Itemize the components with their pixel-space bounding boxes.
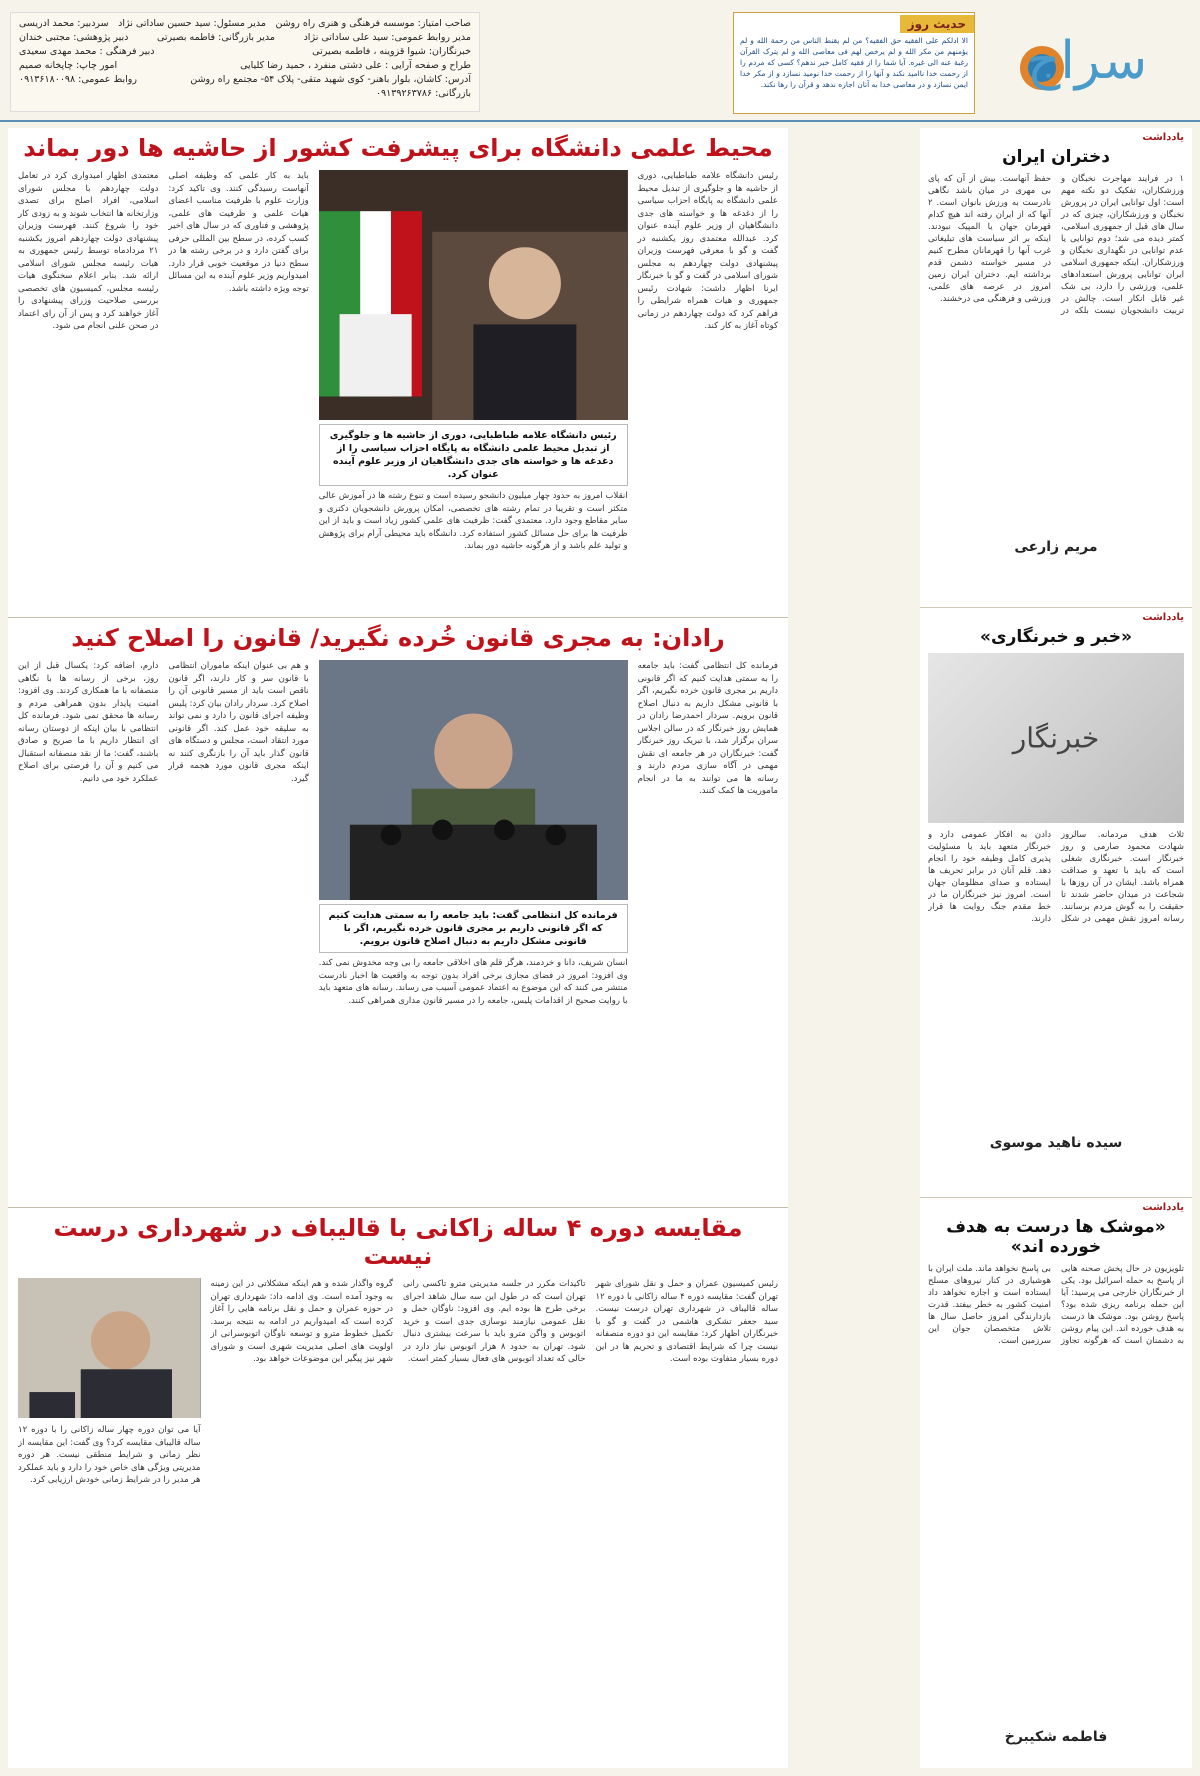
photo-caption: فرمانده کل انتظامی گفت: باید جامعه را به سمتی هدایت کنیم که اگر قانونی داریم بر مجری قانون خرده نگیریم، اگر با قانونی مشکل داریم به دنبال اصلاح قانون برویم.	[319, 904, 628, 953]
note-title: دختران ایران	[1002, 147, 1110, 167]
hadith-title: حدیث روز	[900, 15, 974, 33]
credits-row	[19, 31, 471, 45]
article-columns	[8, 1274, 788, 1776]
logo-graphic	[982, 8, 1182, 112]
sidebar	[920, 128, 1192, 1768]
university-photo	[319, 170, 628, 420]
article-col: تاکیدات مکرر در جلسه مدیریتی مترو تاکسی رانی تهران است که در طول این سه سال شاهد اجرای برخی طرح ها بوده ایم. وی افزود: ناوگان حمل و نقل عمومی نیازمند نوسازی جدی است و خرید اتوبوس و واگن مترو باید با سرعت بیشتری دنبال شود. تهران به حدود ۸ هزار اتوبوس نیاز دارد در حالی که تعداد اتوبوس های فعال بسیار کمتر است.	[403, 1279, 586, 1364]
note-body: ثلاث هدف مردمانه. سالروز شهادت محمود صارمی و روز خبرنگار است. خبرنگاری شغلی است که باید با تعهد و صداقت همراه باشد. ایشان در آن روزها با شجاعت در میدان حاضر شدند تا حقیقت را به گوش مردم برسانند. رسانه امروز نقش مهمی در شکل دادن به افکار عمومی دارد و خبرنگار متعهد باید با مسئولیت پذیری کامل وظیفه خود را انجام دهد. قلم آنان در برابر تحریف ها ایستاده و صدای مظلومان جهان است. امروز نیز خبرنگاران ما در خط مقدم جنگ روایت ها قرار دارند.	[928, 830, 1184, 924]
portrait-illustration	[18, 1278, 201, 1418]
credit-item: امور چاپ: چاپخانه صمیم	[19, 60, 118, 71]
credit-item: مدیر بازرگانی: فاطمه بصیرتی	[156, 32, 275, 43]
credit-item: خبرنگاران: شیوا قزوینه ، فاطمه بصیرتی	[312, 46, 471, 57]
credits-row	[19, 73, 471, 87]
credit-item: سردبیر: محمد ادریسی	[19, 18, 109, 29]
newspaper-logo	[982, 8, 1182, 112]
note-body: ۱ در فرایند مهاجرت نخبگان و ورزشکاران، تفکیک دو نکته مهم است: اول توانایی ایران در پرورش نخبگان و ورزشکاران، چیزی که در سال های قبل از جمهوری اسلامی، کمتر دیده می شد؛ دوم توانایی یا عدم توانایی در نگهداری نخبگان و ورزشکاران. اینکه جمهوری اسلامی ایران توانایی پرورش استعدادهای علمی، ورزشی را دارد، بی شک غیر قابل انکار است. چالش در تربیت دانشجویان نیست بلکه در حفظ آنهاست. بیش از آن که پای بی مهری در میان باشد نگاهی نادرست به ورزش بانوان است. ۲ آنها که از ایران رفته اند هیچ کدام قهرمان جهان یا المپیک نبودند. اینکه بر اثر سیاست های تبلیغاتی غرب آنها را قهرمانان مطرح کنیم در مسیر خواسته دشمن قدم برداشته ایم. دختران ایران زمین امروز در عرصه های علمی، ورزشی و فرهنگی می درخشند.	[928, 174, 1184, 316]
credits-row	[19, 17, 471, 31]
photo-caption: رئیس دانشگاه علامه طباطبایی، دوری از حاشیه ها و جلوگیری از تبدیل محیط علمی دانشگاه به پایگاه احزاب سیاسی را از دغدغه ها و خواسته های جدی دانشگاهیان از وزیر علوم آینده عنوان کرد.	[319, 424, 628, 486]
photo-block	[319, 170, 628, 610]
article-columns	[8, 656, 788, 1204]
article-col: فرمانده کل انتظامی گفت: باید جامعه را به سمتی هدایت کنیم که اگر قانونی داریم بر مجری قانون خرده نگیریم، اگر با قانونی مشکل داریم به دنبال اصلاح قانون برویم. سردار احمدرضا رادان در همایش روز خبرنگار که در سالن اجلاس سران برگزار شد، با تبریک روز خبرنگار گفت: خبرنگاران در هر جامعه ای نقش مهمی در آگاه سازی مردم دارند و رسانه ها می توانند به ما در انجام ماموریت ها کمک کنند.	[637, 661, 778, 796]
article-col: آیا می توان دوره چهار ساله زاکانی را با دوره ۱۲ ساله قالیباف مقایسه کرد؟ وی گفت: این مقایسه از نظر زمانی و شرایط منطقی نیست. هر دوره مدیریتی ویژگی های خاص خود را دارد و باید عملکرد هر مدیر را در شرایط زمانی خودش ارزیابی کرد.	[18, 1425, 201, 1485]
credit-item: آدرس: کاشان، بلوار باهنر- کوی شهید متقی- پلاک ۵۴- مجتمع راه روشن	[190, 74, 471, 85]
article-col: و هم بی عنوان اینکه ماموران انتظامی با قانون سر و کار دارند، اگر قانون ناقص است باید از مسیر قانونی آن را اصلاح کرد. سردار رادان بیان کرد: پلیس وظیفه اجرای قانون را دارد و نمی تواند به سلیقه خود عمل کند. اگر قانونی مورد انتقاد است، مجلس و دستگاه های قانون گذار باید آن را بازنگری کنند نه اینکه مجری قانون مورد هجمه قرار گیرد.	[168, 661, 309, 784]
credits-box	[10, 12, 480, 112]
radan-photo	[319, 660, 628, 900]
credit-item: مدیر روابط عمومی: سید علی ساداتی نژاد	[303, 32, 471, 43]
credits-row	[19, 87, 471, 101]
article-col: معتمدی اظهار امیدواری کرد در تعامل دولت چهاردهم با مجلس شورای اسلامی، افراد اصلح برای تصدی وزارتخانه ها انتخاب شوند و به زودی کار خود را شروع کنند. فهرست وزیران پیشنهادی دولت چهاردهم امروز یکشنبه ۲۱ مردادماه توسط رئیس جمهوری به هیات رئیسه مجلس شورای اسلامی ارائه شد. بنابر اعلام سخنگوی هیات رئیسه مجلس، کمیسیون های تخصصی بررسی صلاحیت وزرای پیشنهادی را آغاز خواهند کرد و پس از آن رای اعتماد در صحن علنی انجام می شود.	[17, 171, 159, 331]
sidebar-note-3	[920, 1198, 1192, 1768]
hadith-text: الا ادلکم علی الفقیه حق الفقیه؟ من لم یقنط الناس من رحمة الله و لم یؤمنهم من مکر الله و لم یرخص لهم فی معاصی الله و لم یترک القرآن رغبة عنه الی غیره. آیا شما را از فقیه کامل خبر ندهم؟ کسی که مردم را از رحمت خدا ناامید نکند و آنها را از رحمت خدا نومید نسازد و از مکر خدا ایمن نسازد و در معاصی خدا به آنان اجازه ندهد و قرآن را رها نکند.	[740, 36, 968, 89]
masthead	[0, 0, 1200, 122]
credit-item: دبیر فرهنگی : محمد مهدی سعیدی	[19, 46, 155, 57]
hadith-box	[733, 12, 975, 114]
photo-block	[319, 660, 628, 1200]
article-radan	[8, 618, 788, 1208]
logo-text: سراج	[1026, 31, 1148, 91]
article-col: باید به کار علمی که وظیفه اصلی آنهاست رسیدگی کنند. وی تاکید کرد: وزارت علوم با ظرفیت مناسب اعضای هیات علمی و ظرفیت های علمی، پژوهشی و فناوری که در سال های اخیر کسب کرده، در سطح بین المللی حرفی برای گفتن دارد و در برخی رشته ها در سطح دنیا در موقعیت خوبی قرار دارد. امیدواریم وزیر علوم آینده به این مسائل توجه ویژه داشته باشد.	[168, 171, 309, 294]
article-headline: مقایسه دوره ۴ ساله زاکانی با قالیباف در شهرداری درست نیست	[53, 1214, 743, 1270]
note-tag: یادداشت	[1142, 612, 1184, 623]
journalism-image	[928, 653, 1184, 823]
photo-block	[18, 1278, 201, 1776]
note-author: فاطمه شکیبرخ	[1004, 1729, 1108, 1745]
article-col: گروه واگذار شده و هم اینکه مشکلاتی در این زمینه به وجود آمده است. وی ادامه داد: شهرداری تهران در حوزه عمران و حمل و نقل برنامه هایی را آغاز کرده است که امیدواریم در ادامه به نتیجه برسد. تکمیل خطوط مترو و توسعه ناوگان اتوبوسرانی از اولویت های اصلی مدیریت شهری است و شورای شهر نیز پیگیر این موضوعات خواهد بود.	[210, 1279, 393, 1364]
credit-item: روابط عمومی: ۰۹۱۳۶۱۸۰۰۹۸	[19, 74, 137, 85]
credit-item: بازرگانی: ۰۹۱۳۹۲۶۳۷۸۶	[375, 88, 471, 99]
article-col: رئیس کمیسیون عمران و حمل و نقل شورای شهر تهران گفت: مقایسه دوره ۴ ساله زاکانی با دوره ۱۲ ساله قالیباف در شهرداری تهران درست نیست. سید جعفر تشکری هاشمی در گفت و گو با خبرنگاران اظهار کرد: مقایسه این دو دوره منصفانه نیست چرا که شرایط اقتصادی و تحریم ها در این دوره بسیار متفاوت بوده است.	[595, 1279, 778, 1364]
article-col: انقلاب امروز به حدود چهار میلیون دانشجو رسیده است و تنوع رشته ها در آموزش عالی متکثر است و تقریبا در تمام رشته های تخصصی، امکان پرورش دانشجویان دکتری و سایر مقاطع وجود دارد. معتمدی گفت: ظرفیت های علمی کشور زیاد است و باید از این ظرفیت ها برای حل مسائل کشور استفاده کرد. دانشگاه باید محیطی آرام برای پژوهش و تولید علم باشد و از هرگونه حاشیه دور بماند.	[318, 491, 628, 551]
note-title: «خبر و خبرنگاری»	[980, 627, 1132, 647]
credit-item: مدیر مسئول: سید حسین ساداتی نژاد	[118, 18, 266, 29]
article-headline: محیط علمی دانشگاه برای پیشرفت کشور از حاشیه ها دور بماند	[23, 134, 773, 162]
article-col: انسان شریف، دانا و خردمند، هرگز قلم های اخلاقی جامعه را بی وجه مخدوش نمی کند. وی افزود: امروز در فضای مجازی برخی افراد بدون توجه به واقعیت ها اخبار نادرست منتشر می کنند که این موضوع به اعتماد عمومی آسیب می رساند. رسانه های متعهد باید با روایت صحیح از اقدامات پلیس، جامعه را در مسیر قانون مداری همراهی کنند.	[318, 958, 628, 1006]
note-tag: یادداشت	[1142, 1202, 1184, 1213]
council-photo	[18, 1278, 201, 1418]
article-headline: رادان: به مجری قانون خُرده نگیرید/ قانون را اصلاح کنید	[71, 624, 725, 652]
press-illustration	[319, 660, 628, 900]
credit-item: صاحب امتیاز: موسسه فرهنگی و هنری راه روشن	[275, 18, 471, 29]
credits-row	[19, 59, 471, 73]
credits-row	[19, 45, 471, 59]
sidebar-note-1	[920, 128, 1192, 608]
article-col: دارم، اضافه کرد: یکسال قبل از این روز، برخی از رسانه ها با نگاهی منصفانه با ما همکاری کردند. وی افزود: امنیت پایدار بدون همراهی مردم و رسانه ها محقق نمی شود. فرمانده کل انتظامی با بیان اینکه از دوستان رسانه ای انتظار داریم با ما صریح و صادق باشند، گفت: ما از نقد منصفانه استقبال می کنیم و آن را فرصتی برای اصلاح عملکرد خود می دانیم.	[17, 661, 159, 784]
article-columns	[8, 166, 788, 614]
note-author: سیده ناهید موسوی	[989, 1135, 1123, 1151]
main-content	[8, 128, 788, 1768]
note-title: «موشک ها درست به هدف خورده اند»	[946, 1217, 1166, 1257]
article-university	[8, 128, 788, 618]
article-col: رئیس دانشگاه علامه طباطبایی، دوری از حاشیه ها و جلوگیری از تبدیل محیط علمی دانشگاه به پایگاه احزاب سیاسی را از دغدغه ها و خواسته های جدی دانشگاهیان از وزیر علوم آینده عنوان کرد. عبدالله معتمدی روز یکشنبه در گفت و گو با معرفی فهرست وزیران پیشنهادی دولت چهاردهم به مجلس شورای اسلامی در گفت و گو با خبرنگار ایرنا اظهار داشت: شهادت رئیس جمهوری و هیات همراه شرایطی را فراهم کرد که دولت چهاردهم در زمانی کوتاه آغاز به کار کند.	[637, 171, 778, 331]
sidebar-note-2	[920, 608, 1192, 1198]
note-body: تلویزیون در حال پخش صحنه هایی از پاسخ به حمله اسرائیل بود. یکی از خبرنگاران خارجی می پرسید: آیا این حمله برنامه ریزی شده بود؟ پاسخ روشن بود. موشک ها درست به هدف خورده اند. این پیام روشن به دشمنان است که هرگونه تجاوز بی پاسخ نخواهد ماند. ملت ایران با هوشیاری در کنار نیروهای مسلح ایستاده است و اجازه نخواهد داد امنیت کشور به خطر بیفتد. قدرت بازدارندگی امروز حاصل سال ها تلاش متخصصان جوان این سرزمین است.	[928, 1264, 1184, 1346]
credit-item: طراح و صفحه آرایی : علی دشتی منفرد ، حمید رضا کلیایی	[240, 60, 471, 71]
note-tag: یادداشت	[1142, 132, 1184, 143]
portrait-illustration	[319, 170, 628, 420]
image-overlay-text: خبرنگار	[1012, 721, 1100, 755]
note-author: مریم زارعی	[1014, 539, 1098, 555]
credit-item: دبیر پژوهشی: مجتبی خندان	[19, 32, 129, 43]
article-zakani	[8, 1208, 788, 1768]
